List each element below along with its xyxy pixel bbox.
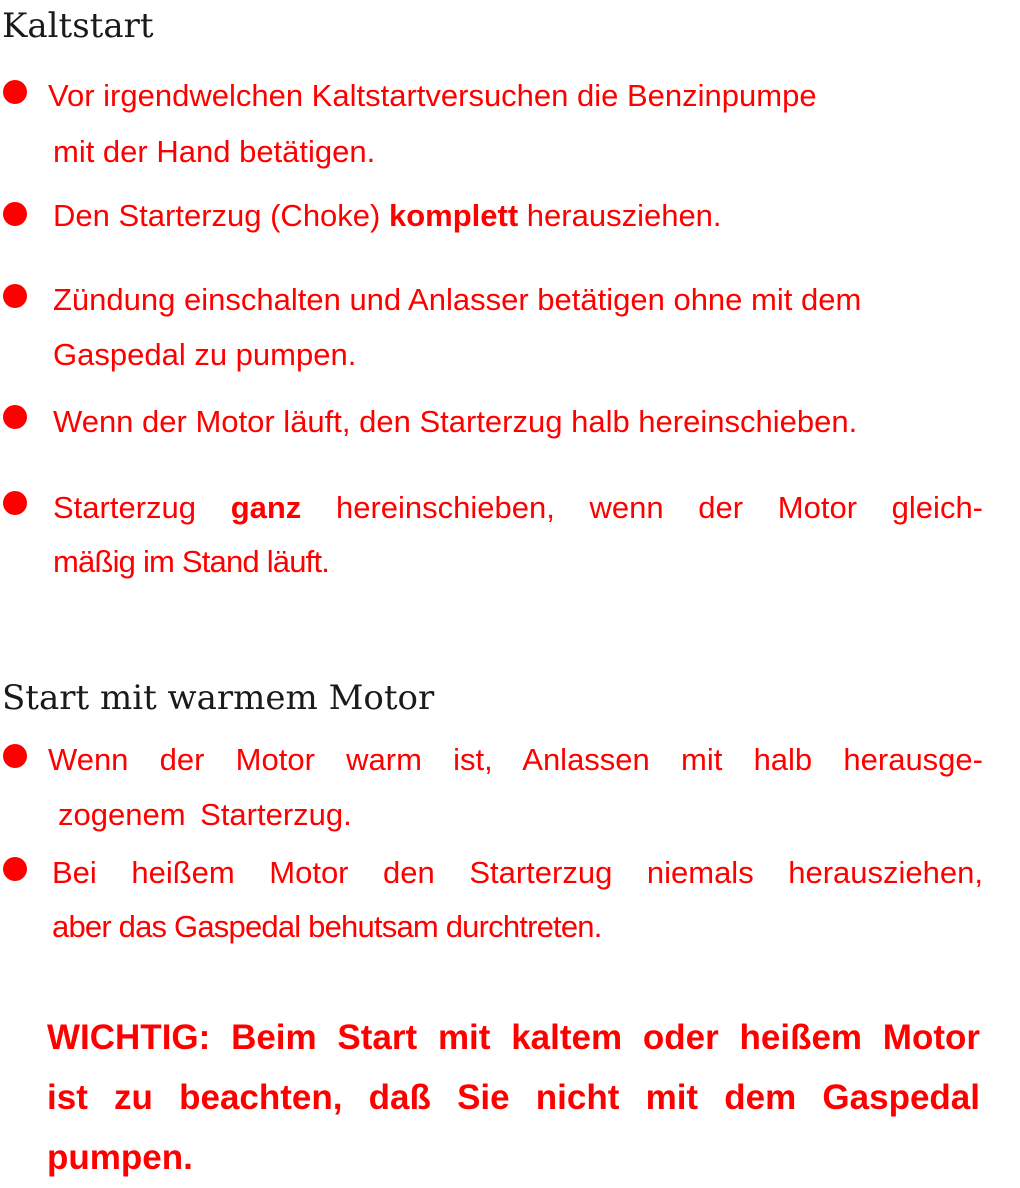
important-note-line: WICHTIG: Beim Start mit kaltem oder heißem Motor <box>47 1018 980 1057</box>
item-text-emphasis: komplett <box>388 198 519 233</box>
item-text-line: aber das Gaspedal behutsam durchtreten. <box>52 909 602 944</box>
important-note-line: pumpen. <box>47 1138 193 1177</box>
item-text: Den Starterzug (Choke) <box>53 198 389 233</box>
bullet-icon <box>3 284 27 308</box>
item-text-line: Wenn der Motor läuft, den Starterzug halb hereinschieben. <box>53 404 858 439</box>
bullet-icon <box>3 857 27 881</box>
item-text-line: Wenn der Motor warm ist, Anlassen mit halb herausge- <box>48 742 983 777</box>
bullet-icon <box>3 80 27 104</box>
list-item <box>0 488 1020 608</box>
item-text-line: Bei heißem Motor den Starterzug niemals herausziehen, <box>52 855 983 890</box>
item-text-line: Gaspedal zu pumpen. <box>53 337 357 372</box>
item-text: hereinschieben, wenn der Motor gleich- <box>301 490 984 525</box>
item-text-emphasis: ganz <box>230 490 302 525</box>
item-text-line: zogenem Starterzug. <box>58 797 352 832</box>
list-item <box>0 76 1020 196</box>
item-text-line: Zündung einschalten und Anlasser betätigen ohne mit dem <box>53 282 862 317</box>
bullet-icon <box>3 405 27 429</box>
list-item <box>0 740 1020 860</box>
bullet-icon <box>3 744 27 768</box>
item-text-line: Vor irgendwelchen Kaltstartversuchen die Benzinpumpe <box>48 78 817 113</box>
list-item <box>0 853 1020 973</box>
item-text-line: mit der Hand betätigen. <box>53 134 376 169</box>
section-title-cold-start: Kaltstart <box>2 6 154 46</box>
item-text: Starterzug <box>53 490 231 525</box>
list-item <box>0 280 1020 400</box>
item-text-line <box>53 488 983 528</box>
section-title-warm-start: Start mit warmem Motor <box>2 678 435 718</box>
bullet-icon <box>3 202 27 226</box>
bullet-icon <box>3 491 27 515</box>
item-text: herausziehen. <box>518 198 722 233</box>
important-note-line: ist zu beachten, daß Sie nicht mit dem Gaspedal <box>47 1078 980 1117</box>
item-text-line <box>53 196 722 236</box>
item-text-line: mäßig im Stand läuft. <box>53 544 330 579</box>
